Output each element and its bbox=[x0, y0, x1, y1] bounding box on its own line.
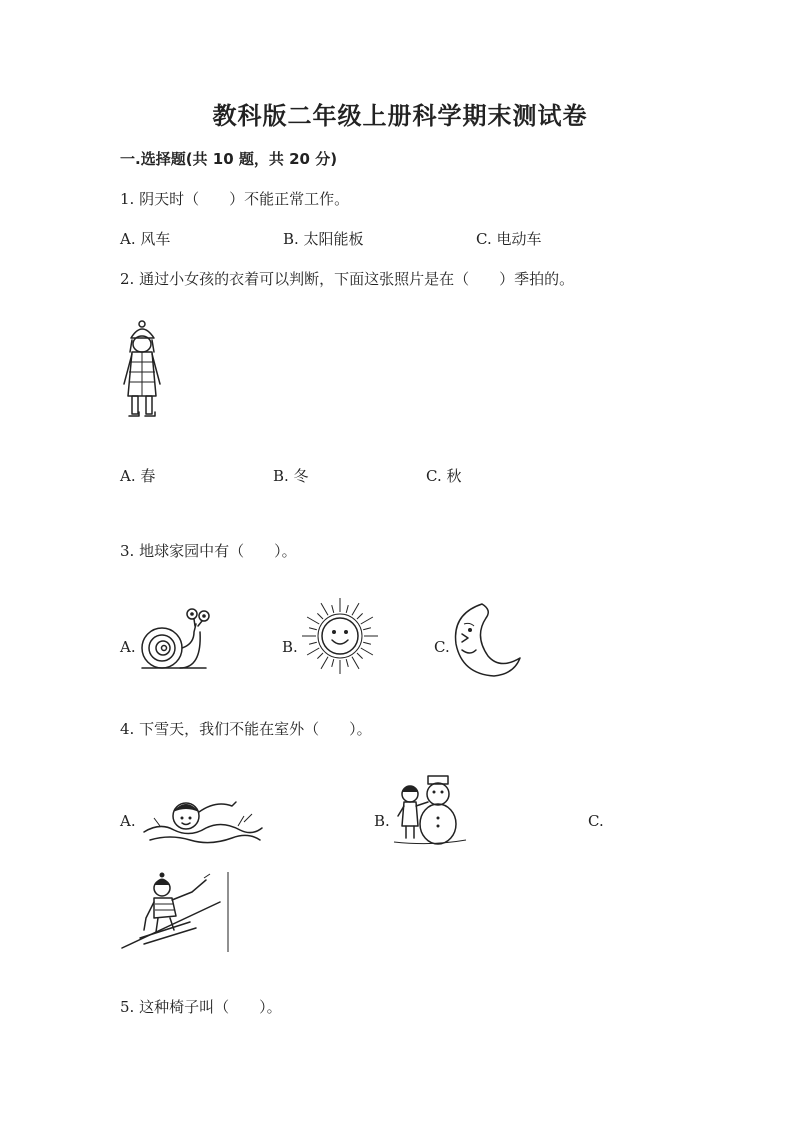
q1-option-c[interactable]: C. 电动车 bbox=[476, 230, 542, 248]
sun-ray bbox=[309, 628, 317, 630]
sun-ray bbox=[332, 659, 334, 667]
sun-ray bbox=[357, 613, 363, 619]
q1-option-a[interactable]: A. 风车 bbox=[120, 230, 171, 248]
sun-ray bbox=[361, 648, 373, 655]
question-3: 3. 地球家园中有（ ）。 bbox=[120, 542, 297, 560]
q4-option-c[interactable]: C. bbox=[588, 812, 604, 830]
q2-option-a[interactable]: A. 春 bbox=[120, 467, 156, 485]
q2-option-b[interactable]: B. 冬 bbox=[273, 467, 309, 485]
q2-option-c[interactable]: C. 秋 bbox=[426, 467, 462, 485]
question-1: 1. 阴天时（ ）不能正常工作。 bbox=[120, 190, 350, 208]
page-title: 教科版二年级上册科学期末测试卷 bbox=[212, 102, 588, 130]
question-2: 2. 通过小女孩的衣着可以判断，下面这张照片是在（ ）季拍的。 bbox=[120, 270, 575, 288]
q1-option-b[interactable]: B. 太阳能板 bbox=[283, 230, 364, 248]
sun-ray bbox=[321, 603, 328, 615]
q3-option-a[interactable]: A. bbox=[120, 638, 136, 656]
girl-in-winter-coat-image bbox=[118, 318, 168, 423]
sun-ray bbox=[352, 603, 359, 615]
sun-ray bbox=[352, 657, 359, 669]
sun-ray bbox=[307, 617, 319, 624]
crescent-moon-image bbox=[448, 600, 524, 680]
snail-image bbox=[136, 604, 212, 674]
sun-ray bbox=[363, 628, 371, 630]
sun-ray bbox=[307, 648, 319, 655]
sun-ray bbox=[321, 657, 328, 669]
sun-ray bbox=[332, 605, 334, 613]
sun-ray bbox=[317, 653, 323, 659]
sun-ray bbox=[346, 605, 348, 613]
sun-image bbox=[300, 596, 380, 676]
sun-ray bbox=[317, 613, 323, 619]
section-heading: 一.选择题(共 10 题，共 20 分) bbox=[120, 150, 338, 168]
sun-ray bbox=[361, 617, 373, 624]
question-5: 5. 这种椅子叫（ ）。 bbox=[120, 998, 282, 1016]
swimming-child-image bbox=[140, 792, 266, 848]
sun-ray bbox=[309, 642, 317, 644]
skiing-child-image bbox=[120, 870, 232, 954]
question-4: 4. 下雪天，我们不能在室外（ ）。 bbox=[120, 720, 372, 738]
q4-option-a[interactable]: A. bbox=[120, 812, 136, 830]
q4-option-b[interactable]: B. bbox=[374, 812, 390, 830]
q3-option-b[interactable]: B. bbox=[282, 638, 298, 656]
q3-option-c[interactable]: C. bbox=[434, 638, 450, 656]
sun-ray bbox=[363, 642, 371, 644]
child-with-snowman-image bbox=[392, 772, 468, 848]
sun-ray bbox=[346, 659, 348, 667]
sun-ray bbox=[357, 653, 363, 659]
